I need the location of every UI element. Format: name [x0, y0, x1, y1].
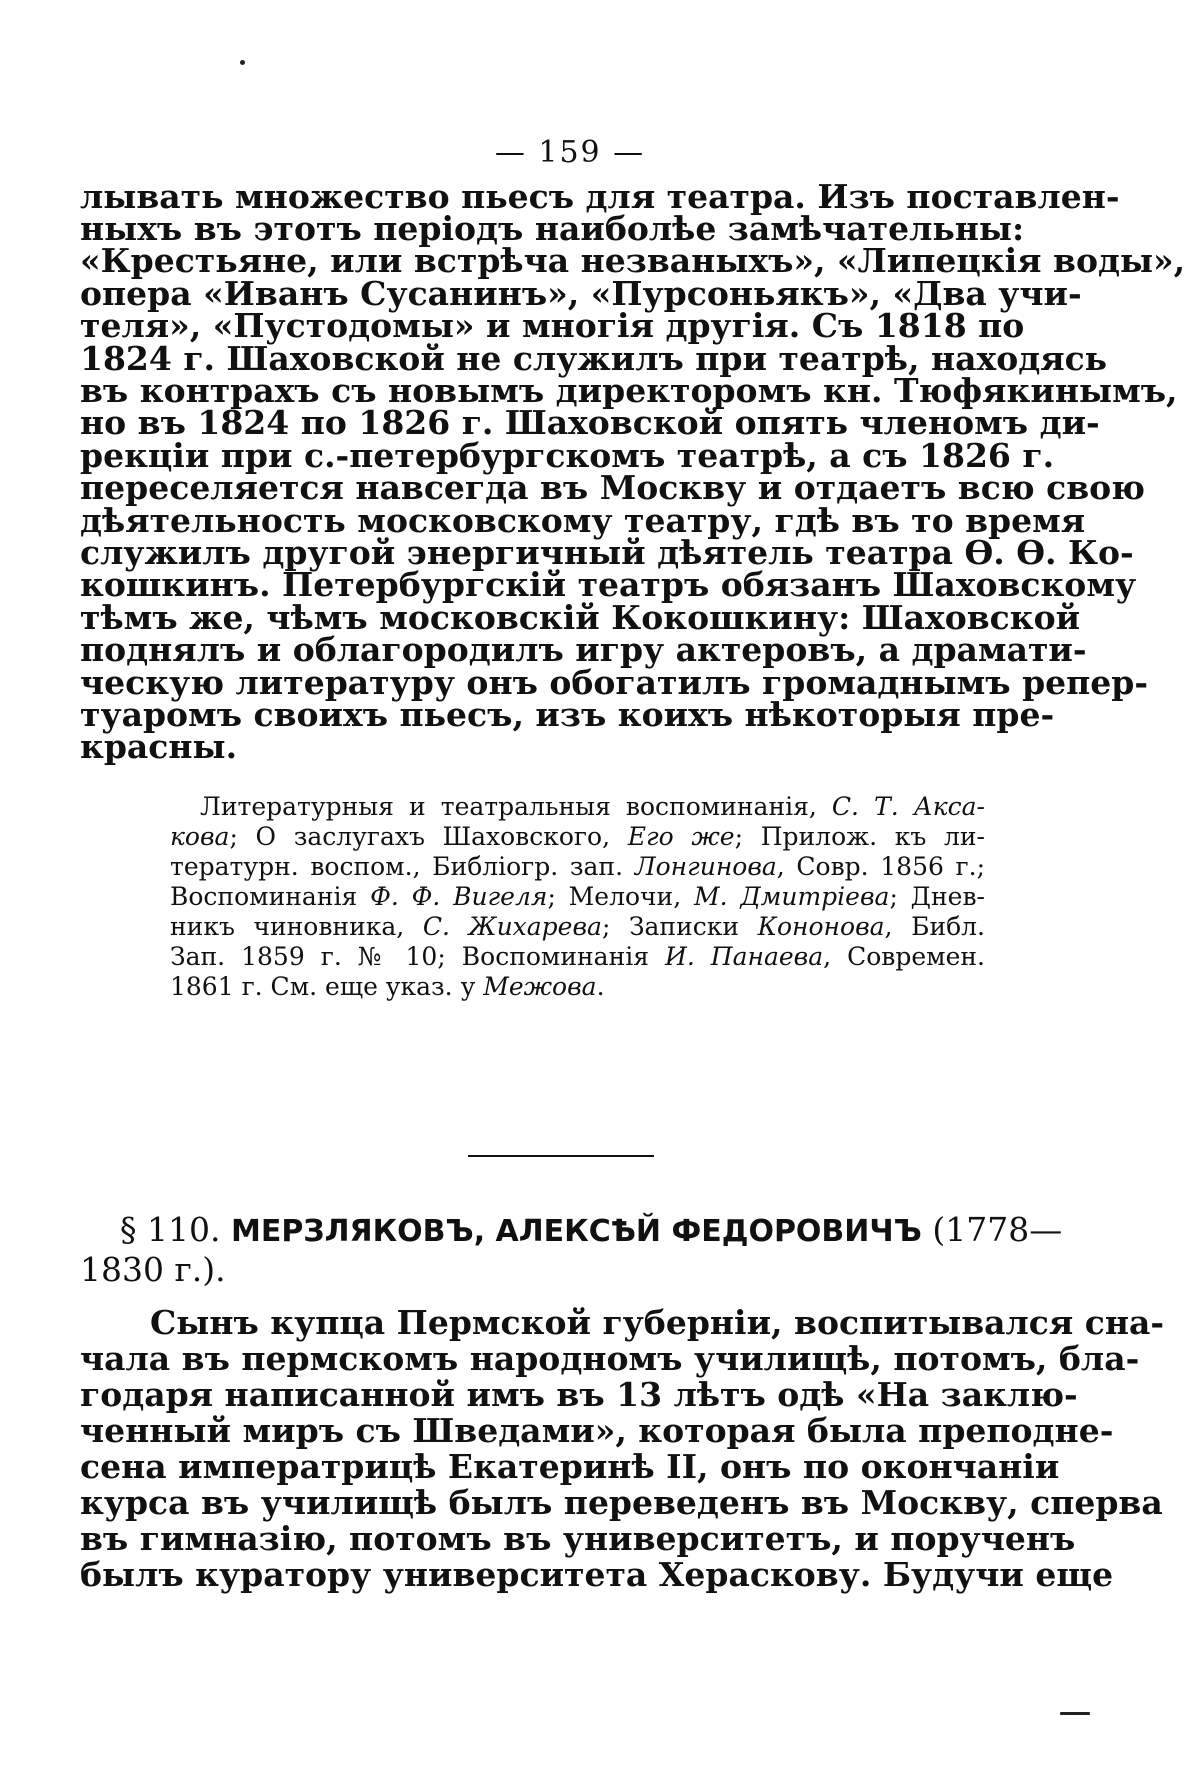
heading-line	[120, 1210, 1063, 1250]
section-line: Сынъ купца Пермской губерніи, воспитывался сна-	[150, 1303, 1165, 1342]
section-divider	[468, 1155, 654, 1157]
ref-text: , Совр. 1856 г.;	[776, 852, 985, 881]
reference-line	[200, 792, 985, 822]
ref-text: никъ чиновника,	[170, 912, 405, 941]
ref-author: кова	[170, 822, 230, 851]
ref-author: С. Жихарева	[422, 912, 602, 941]
body-line: лывать множество пьесъ для театра. Изъ поставлен-	[80, 177, 1120, 216]
section-years: 1830 г.).	[80, 1250, 226, 1289]
body-line: ныхъ въ этотъ періодъ наиболѣе замѣчательны:	[80, 209, 1025, 248]
section-title: МЕРЗЛЯКОВЪ, АЛЕКСѢЙ ФЕДОРОВИЧЪ	[230, 1214, 922, 1249]
ref-author: Ф. Ф. Вигеля	[370, 882, 548, 911]
body-line: рекціи при с.-петербургскомъ театрѣ, а съ 1826 г.	[80, 436, 1055, 475]
ref-text: .	[596, 972, 605, 1001]
body-line: туаромъ своихъ пьесъ, изъ коихъ нѣкоторыя пре-	[80, 695, 1055, 734]
section-line: въ гимназію, потомъ въ университетъ, и порученъ	[80, 1519, 1076, 1558]
print-speck	[240, 60, 245, 65]
body-line: въ контрахъ съ новымъ директоромъ кн. Тюфякинымъ,	[80, 371, 1178, 410]
print-speck	[1060, 1712, 1090, 1715]
body-line: 1824 г. Шаховской не служилъ при театрѣ, находясь	[80, 339, 1108, 378]
ref-author: Его же	[627, 822, 735, 851]
body-line: опера «Иванъ Сусанинъ», «Пурсоньякъ», «Два учи-	[80, 274, 1082, 313]
section-number: § 110.	[120, 1210, 221, 1249]
ref-text: ; Прилож. къ ли-	[734, 822, 985, 851]
ref-text: Воспоминанія	[170, 882, 358, 911]
body-line: поднялъ и облагородилъ игру актеровъ, а драмати-	[80, 630, 1087, 669]
body-line: ческую литературу онъ обогатилъ громаднымъ репер-	[80, 663, 1149, 702]
section-line: годаря написанной имъ въ 13 лѣтъ одѣ «На заклю-	[80, 1375, 1078, 1414]
reference-line	[170, 972, 985, 1002]
ref-author: Кононова	[757, 912, 885, 941]
reference-line	[170, 942, 985, 972]
reference-line	[170, 852, 985, 882]
ref-text: , Библ.	[884, 912, 985, 941]
section-line: ченный миръ съ Шведами», которая была преподне-	[80, 1411, 1114, 1450]
ref-author: Лонгинова	[634, 852, 777, 881]
body-line: дѣятельность московскому театру, гдѣ въ то время	[80, 501, 1086, 540]
section-line: былъ куратору университета Хераскову. Будучи еще	[80, 1555, 1114, 1594]
ref-author: Межова	[483, 972, 597, 1001]
ref-text: ; О заслугахъ Шаховского,	[229, 822, 611, 851]
section-years: (1778—	[932, 1210, 1063, 1249]
ref-text: тературн. воспом., Библіогр. зап.	[170, 852, 624, 881]
body-line: красны.	[80, 727, 238, 766]
page-number: — 159 —	[494, 135, 646, 170]
ref-author: С. Т. Акса-	[831, 792, 985, 821]
reference-line	[170, 822, 985, 852]
ref-text: Зап. 1859 г. № 10; Воспоминанія	[170, 942, 650, 971]
ref-text: ; Мелочи,	[547, 882, 682, 911]
body-line: но въ 1824 по 1826 г. Шаховской опять членомъ ди-	[80, 403, 1100, 442]
section-line: курса въ училищѣ былъ переведенъ въ Москву, сперва	[80, 1483, 1163, 1522]
body-line: переселяется навсегда въ Москву и отдаетъ всю свою	[80, 468, 1146, 507]
ref-text: ; Записки	[601, 912, 740, 941]
body-line: служилъ другой энергичный дѣятель театра Ѳ. Ѳ. Ко-	[80, 533, 1134, 572]
section-line: сена императрицѣ Екатеринѣ II, онъ по окончаніи	[80, 1447, 1060, 1486]
ref-text: , Современ.	[823, 942, 985, 971]
reference-line	[170, 882, 985, 912]
ref-author: И. Панаева	[665, 942, 824, 971]
body-line: тѣмъ же, чѣмъ московскій Кокошкину: Шаховской	[80, 598, 1081, 637]
ref-author: М. Дмитріева	[693, 882, 890, 911]
ref-text: 1861 г. См. еще указ. у	[170, 972, 476, 1001]
ref-text: Литературныя и театральныя воспоминанія,	[200, 792, 817, 821]
reference-line	[170, 912, 985, 942]
body-line: кошкинъ. Петербургскій театръ обязанъ Шаховскому	[80, 565, 1137, 604]
body-line: «Крестьяне, или встрѣча незваныхъ», «Липецкія воды»,	[80, 241, 1185, 280]
ref-text: ; Днев-	[889, 882, 985, 911]
section-line: чала въ пермскомъ народномъ училищѣ, потомъ, бла-	[80, 1339, 1140, 1378]
heading-line	[80, 1250, 985, 1290]
body-line: теля», «Пустодомы» и многія другія. Съ 1818 по	[80, 306, 1025, 345]
